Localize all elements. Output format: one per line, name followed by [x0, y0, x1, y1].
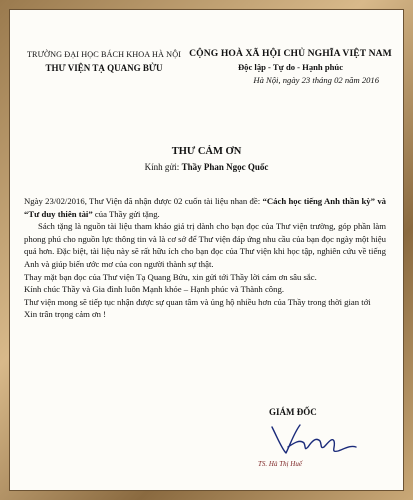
paragraph-2: Sách tặng là nguồn tài liệu tham khảo giá trị dành cho bạn đọc của Thư viện trường, góp phần làm phong phú cho nguồn lực thông tin và là cơ sở để Thư viện đáp ứng nhu cầu của bạn đọc ngày một hiệu quả hơn. Đặc biệt, tài liệu này sẽ rất hữu ích cho bạn đọc của Thư viện khi học tập, nghiên cứu về tiếng Anh và giúp biến ước mơ của con người thành sự thật. [24, 221, 386, 269]
recipient-name: Thầy Phan Ngọc Quốc [181, 162, 269, 172]
date-year-label: năm [344, 75, 360, 85]
handwritten-signature [264, 417, 364, 461]
signatory-name: TS. Hà Thị Huế [258, 460, 302, 468]
date-day: 23 [301, 75, 311, 85]
date-place: Hà Nội, [253, 75, 281, 85]
greeting-label: Kính gửi: [144, 162, 180, 172]
letter-title: THƯ CẢM ƠN [171, 146, 242, 157]
book-title-2: “Tư duy thiên tài” [24, 208, 93, 219]
greeting [20, 162, 393, 172]
conjunction: và [375, 196, 387, 206]
date-month-label: tháng [312, 75, 332, 85]
country-name: CỘNG HOÀ XÃ HỘI CHỦ NGHĨA VIỆT NAM [189, 48, 392, 59]
library-name: THƯ VIỆN TẠ QUANG BỬU [45, 63, 163, 73]
paragraph-1-text-a: Ngày 23/02/2016, Thư Viện đã nhận được 02 cuốn tài liệu nhan đề: [24, 196, 263, 206]
paragraph-3: Thay mặt bạn đọc của Thư viện Tạ Quang Bửu, xin gửi tới Thầy lời cảm ơn sâu sắc. [24, 271, 317, 282]
paragraph-5: Thư viện mong sẽ tiếp tục nhận được sự quan tâm và ủng hộ nhiều hơn của Thầy trong thời gian tới [24, 296, 371, 307]
paragraph-4: Kính chúc Thầy và Gia đình luôn Mạnh khỏe – Hạnh phúc và Thành công. [24, 284, 285, 295]
issuer-header [24, 50, 184, 73]
date-year: 2016 [361, 75, 379, 85]
letter-date [188, 75, 393, 85]
book-title-1: “Cách học tiếng Anh thần kỳ” [262, 196, 375, 206]
paragraph-1 [24, 195, 386, 220]
date-day-label: ngày [282, 75, 300, 85]
date-month: 02 [334, 75, 343, 85]
letter-body [24, 195, 386, 321]
paragraph-1-text-b: của Thầy gửi tặng. [92, 208, 160, 219]
national-header [188, 48, 393, 85]
university-name: TRƯỜNG ĐẠI HỌC BÁCH KHOA HÀ NỘI [26, 50, 182, 59]
signatory-title: GIÁM ĐỐC [269, 407, 317, 417]
letter-content [20, 14, 393, 484]
paragraph-6: Xin trân trọng cảm ơn ! [24, 309, 107, 320]
national-motto: Độc lập - Tự do - Hạnh phúc [237, 62, 344, 72]
